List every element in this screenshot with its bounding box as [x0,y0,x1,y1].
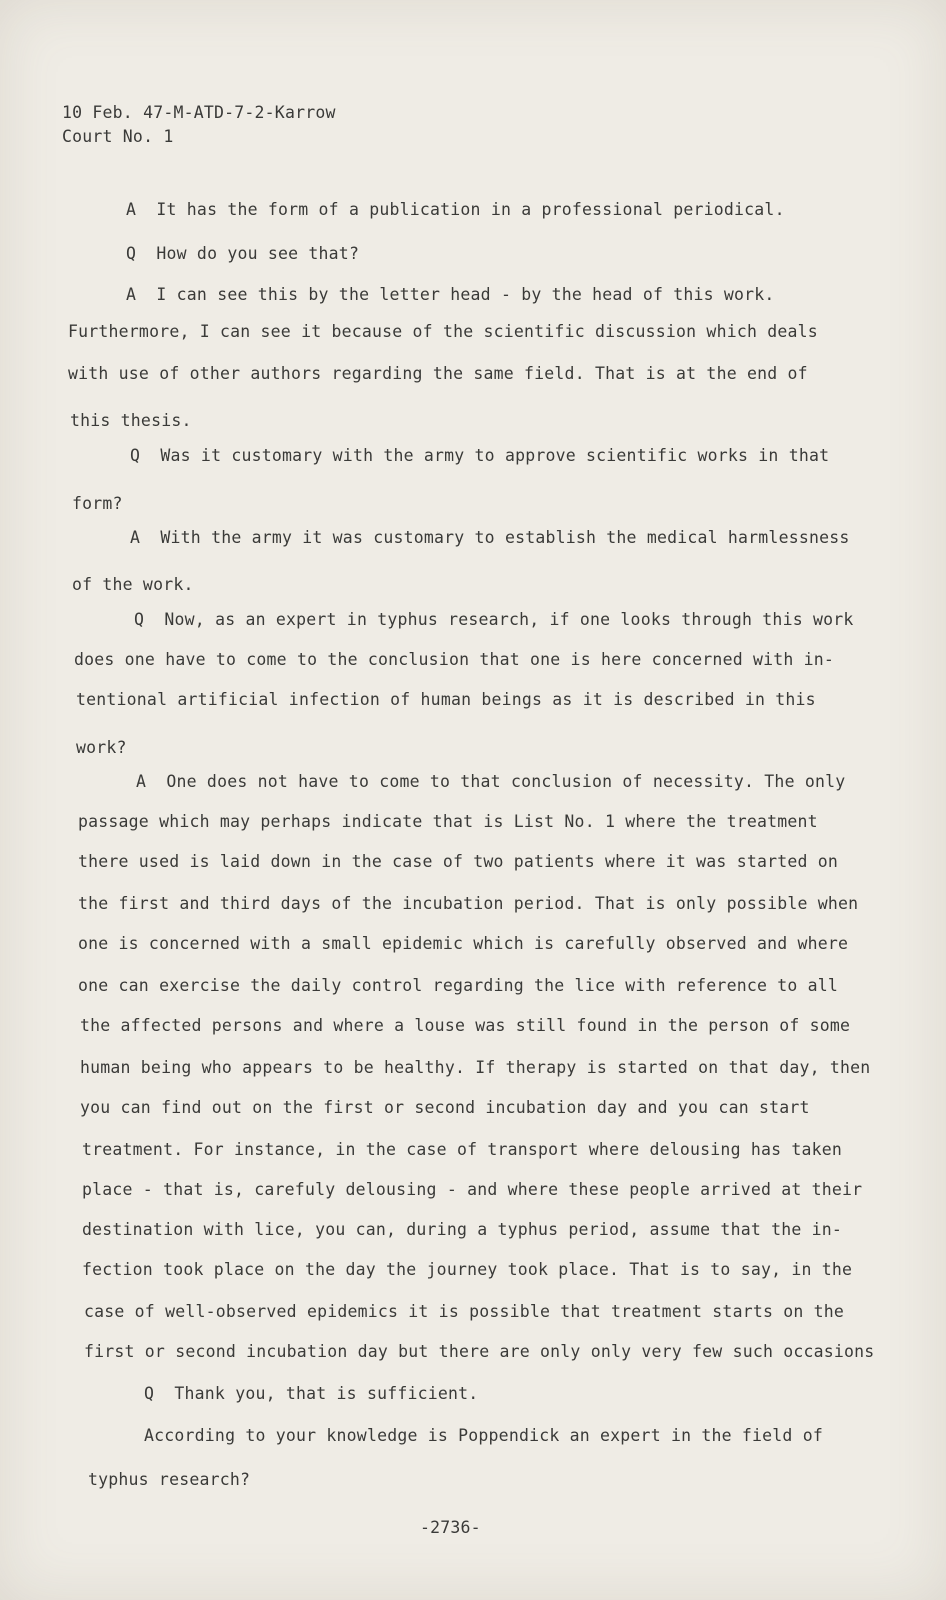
text-line: passage which may perhaps indicate that is List No. 1 where the treatment [78,812,818,831]
text-line: the affected persons and where a louse was still found in the person of some [80,1016,851,1035]
text-line: According to your knowledge is Poppendick an expert in the field of [144,1426,823,1445]
text-line: you can find out on the first or second incubation day and you can start [80,1098,810,1117]
text-line: one can exercise the daily control regarding the lice with reference to all [78,976,839,995]
text-line: Furthermore, I can see it because of the scientific discussion which deals [68,322,818,341]
text-line: typhus research? [88,1470,251,1489]
text-line: A It has the form of a publication in a professional periodical. [126,200,785,219]
text-line: this thesis. [70,411,192,430]
text-line: first or second incubation day but there are only only very few such occasions [84,1342,875,1361]
text-line: Q Was it customary with the army to approve scientific works in that [130,446,830,465]
text-line: human being who appears to be healthy. If therapy is started on that day, then [80,1058,871,1077]
text-line: A With the army it was customary to establish the medical harmlessness [130,528,850,547]
text-line: Q Now, as an expert in typhus research, if one looks through this work [134,610,854,629]
text-line: Q Thank you, that is sufficient. [144,1384,479,1403]
text-line: does one have to come to the conclusion that one is here concerned with in- [74,650,835,669]
text-line: place - that is, carefuly delousing - and where these people arrived at their [82,1180,863,1199]
text-line: work? [76,738,127,757]
text-line: A One does not have to come to that conclusion of necessity. The only [136,772,846,791]
text-line: tentional artificial infection of human beings as it is described in this [76,690,816,709]
header-line-2: Court No. 1 [62,127,174,146]
text-line: A I can see this by the letter head - by the head of this work. [126,285,775,304]
text-line: form? [72,494,123,513]
header-line-1: 10 Feb. 47-M-ATD-7-2-Karrow [62,103,336,122]
text-line: case of well-observed epidemics it is possible that treatment starts on the [84,1302,845,1321]
text-line: of the work. [72,575,194,594]
text-line: the first and third days of the incubation period. That is only possible when [78,894,859,913]
text-line: one is concerned with a small epidemic which is carefully observed and where [78,934,849,953]
page-number: -2736- [420,1518,481,1537]
text-line: there used is laid down in the case of two patients where it was started on [78,852,839,871]
text-line: fection took place on the day the journey took place. That is to say, in the [82,1260,853,1279]
text-line: with use of other authors regarding the same field. That is at the end of [68,364,808,383]
text-line: Q How do you see that? [126,244,360,263]
text-line: treatment. For instance, in the case of transport where delousing has taken [82,1140,843,1159]
text-line: destination with lice, you can, during a typhus period, assume that the in- [82,1220,843,1239]
